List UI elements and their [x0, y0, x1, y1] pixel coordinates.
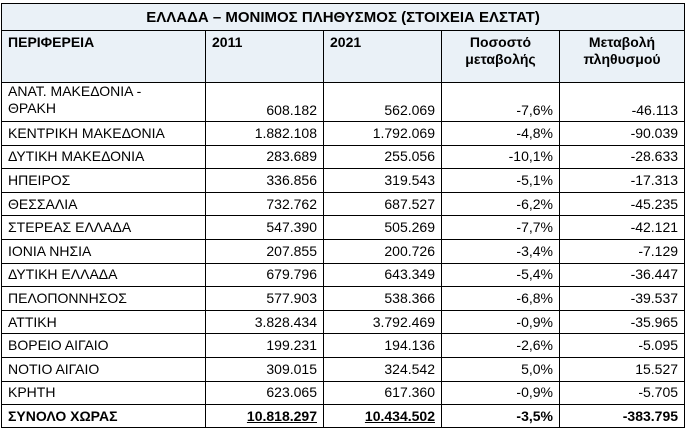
region-cell: ΠΕΛΟΠΟΝΝΗΣΟΣ	[2, 287, 206, 311]
percent-change-cell: -0,9%	[442, 381, 560, 405]
header-population-change-line2: πληθυσμού	[583, 51, 661, 67]
region-cell: ΙΟΝΙΑ ΝΗΣΙΑ	[2, 239, 206, 263]
region-line1: ΑΝΑΤ. ΜΑΚΕΔΟΝΙΑ -	[8, 83, 142, 99]
population-2011-cell: 3.828.434	[206, 310, 324, 334]
population-change-cell: -46.113	[560, 83, 685, 122]
percent-change-cell: -5,4%	[442, 263, 560, 287]
region-cell: ΔΥΤΙΚΗ ΜΑΚΕΔΟΝΙΑ	[2, 145, 206, 169]
header-percent-change-line1: Ποσοστό	[469, 34, 532, 50]
table-row	[2, 310, 685, 334]
region-cell: ΚΡΗΤΗ	[2, 381, 206, 405]
percent-change-cell: -5,1%	[442, 169, 560, 193]
percent-change-cell: -3,4%	[442, 239, 560, 263]
table-row	[2, 192, 685, 216]
header-row	[2, 31, 685, 83]
table-row	[2, 216, 685, 240]
header-2021: 2021	[324, 31, 442, 83]
percent-change-cell: -6,2%	[442, 192, 560, 216]
population-2011-cell: 547.390	[206, 216, 324, 240]
table-row	[2, 239, 685, 263]
region-cell: ΣΤΕΡΕΑΣ ΕΛΛΑΔΑ	[2, 216, 206, 240]
population-change-cell: -5.095	[560, 334, 685, 358]
population-change-cell: -36.447	[560, 263, 685, 287]
population-2021-cell: 1.792.069	[324, 122, 442, 146]
population-2011-cell: 283.689	[206, 145, 324, 169]
header-2011: 2011	[206, 31, 324, 83]
population-2011-cell: 679.796	[206, 263, 324, 287]
header-region: ΠΕΡΙΦΕΡΕΙΑ	[2, 31, 206, 83]
region-cell: ΚΕΝΤΡΙΚΗ ΜΑΚΕΔΟΝΙΑ	[2, 122, 206, 146]
table-row	[2, 334, 685, 358]
population-change-cell: -28.633	[560, 145, 685, 169]
population-2011-cell: 336.856	[206, 169, 324, 193]
percent-change-cell: -10,1%	[442, 145, 560, 169]
population-table	[1, 3, 685, 428]
percent-change-cell: 5,0%	[442, 357, 560, 381]
region-cell: ΔΥΤΙΚΗ ΕΛΛΑΔΑ	[2, 263, 206, 287]
population-2011-cell: 199.231	[206, 334, 324, 358]
total-2021-cell	[324, 405, 442, 428]
population-change-cell: -17.313	[560, 169, 685, 193]
percent-change-cell: -4,8%	[442, 122, 560, 146]
population-2011-cell: 577.903	[206, 287, 324, 311]
population-change-cell: -35.965	[560, 310, 685, 334]
population-change-cell: -42.121	[560, 216, 685, 240]
population-2021-cell: 3.792.469	[324, 310, 442, 334]
region-cell	[2, 83, 206, 122]
region-cell: ΗΠΕΙΡΟΣ	[2, 169, 206, 193]
percent-change-cell: -7,7%	[442, 216, 560, 240]
percent-change-cell: -6,8%	[442, 287, 560, 311]
header-percent-change-line2: μεταβολής	[465, 51, 536, 67]
population-change-cell: -5.705	[560, 381, 685, 405]
table-row	[2, 381, 685, 405]
header-population-change	[560, 31, 685, 83]
population-2011-cell: 207.855	[206, 239, 324, 263]
table-row	[2, 122, 685, 146]
population-2021-cell: 562.069	[324, 83, 442, 122]
population-2021-cell: 324.542	[324, 357, 442, 381]
population-2011-cell: 608.182	[206, 83, 324, 122]
population-2011-cell: 623.065	[206, 381, 324, 405]
region-cell: ΑΤΤΙΚΗ	[2, 310, 206, 334]
population-2021-cell: 319.543	[324, 169, 442, 193]
region-line2: ΘΡΑΚΗ	[8, 100, 56, 116]
population-2011-cell: 732.762	[206, 192, 324, 216]
table-title: ΕΛΛΑΔΑ – ΜΟΝΙΜΟΣ ΠΛΗΘΥΣΜΟΣ (ΣΤΟΙΧΕΙΑ ΕΛΣΤΑΤ)	[2, 4, 685, 31]
percent-change-cell: -2,6%	[442, 334, 560, 358]
region-cell: ΒΟΡΕΙΟ ΑΙΓΑΙΟ	[2, 334, 206, 358]
population-2021-cell: 255.056	[324, 145, 442, 169]
total-2011-value: 10.818.297	[246, 407, 317, 424]
table-row	[2, 83, 685, 122]
total-label: ΣΥΝΟΛΟ ΧΩΡΑΣ	[2, 405, 206, 428]
region-cell: ΝΟΤΙΟ ΑΙΓΑΙΟ	[2, 357, 206, 381]
percent-change-cell: -7,6%	[442, 83, 560, 122]
population-2021-cell: 538.366	[324, 287, 442, 311]
table-row	[2, 263, 685, 287]
population-2021-cell: 643.349	[324, 263, 442, 287]
population-2011-cell: 1.882.108	[206, 122, 324, 146]
population-2011-cell: 309.015	[206, 357, 324, 381]
population-change-cell: -45.235	[560, 192, 685, 216]
population-change-cell: -39.537	[560, 287, 685, 311]
population-change-cell: -90.039	[560, 122, 685, 146]
population-2021-cell: 194.136	[324, 334, 442, 358]
total-row	[2, 405, 685, 428]
table-row	[2, 169, 685, 193]
population-change-cell: -7.129	[560, 239, 685, 263]
header-percent-change	[442, 31, 560, 83]
total-population-change-cell: -383.795	[560, 405, 685, 428]
header-population-change-line1: Μεταβολή	[588, 34, 656, 50]
percent-change-cell: -0,9%	[442, 310, 560, 334]
table-row	[2, 145, 685, 169]
total-2011-cell	[206, 405, 324, 428]
table-row	[2, 357, 685, 381]
total-percent-change-cell: -3,5%	[442, 405, 560, 428]
region-cell: ΘΕΣΣΑΛΙΑ	[2, 192, 206, 216]
population-table-container	[1, 3, 684, 428]
population-2021-cell: 687.527	[324, 192, 442, 216]
population-2021-cell: 505.269	[324, 216, 442, 240]
population-2021-cell: 200.726	[324, 239, 442, 263]
population-change-cell: 15.527	[560, 357, 685, 381]
total-2021-value: 10.434.502	[364, 407, 435, 424]
population-2021-cell: 617.360	[324, 381, 442, 405]
table-row	[2, 287, 685, 311]
